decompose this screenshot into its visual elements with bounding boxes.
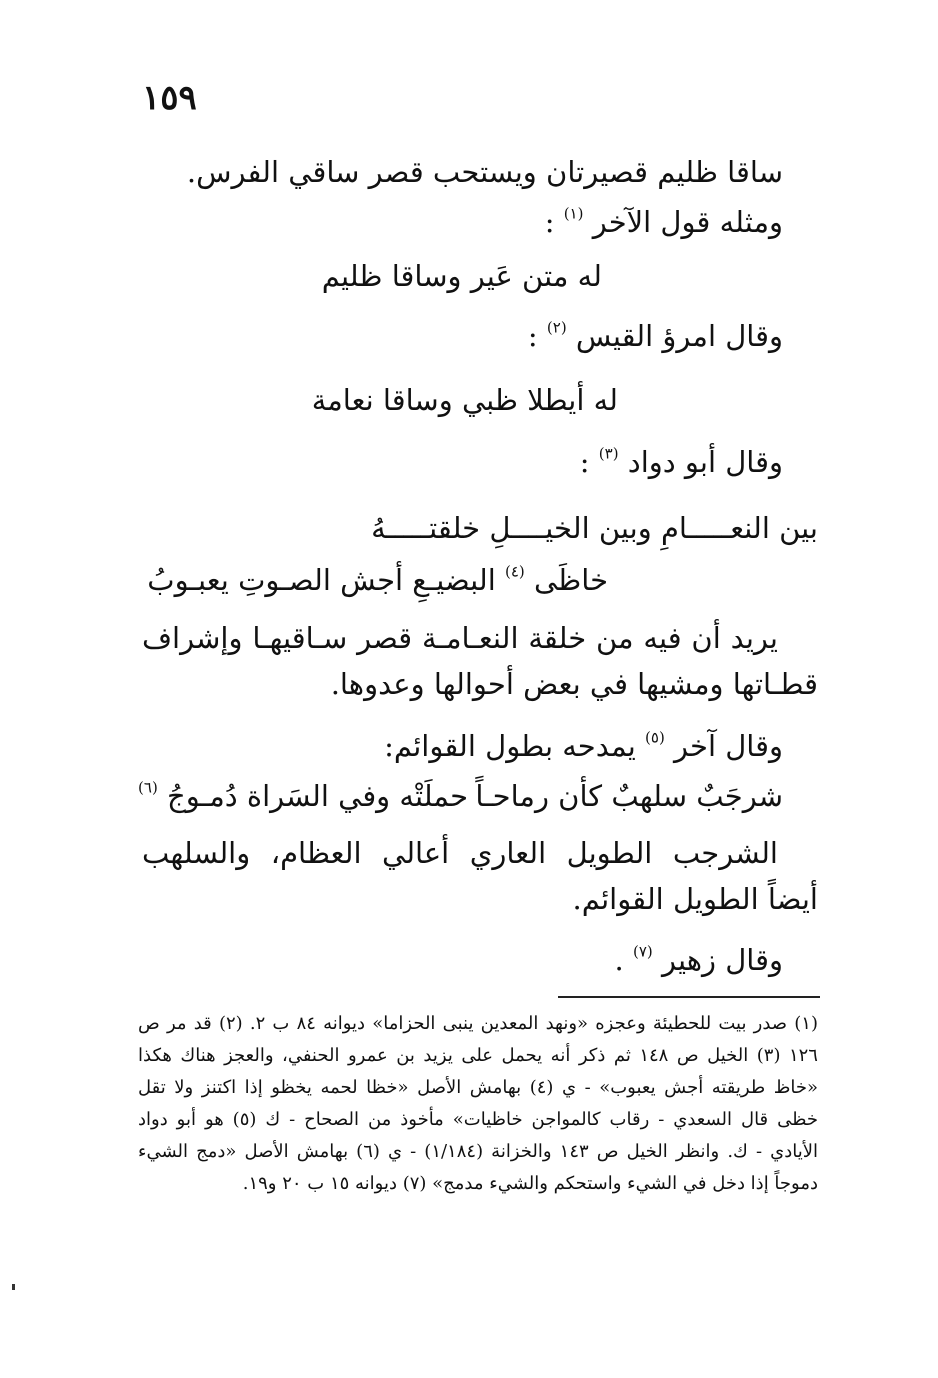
- text-line: [528, 316, 783, 356]
- verse-line: [322, 256, 602, 296]
- line-text: يمدحه بطول القوائم:: [384, 729, 636, 763]
- verse-hemistich-first: شرجَبٌ سلهبٌ كأن رماحـاً: [475, 779, 783, 813]
- line-text: وقال امرؤ القيس: [575, 319, 783, 353]
- footnote-ref: (٢): [546, 318, 567, 337]
- text-line: [580, 442, 783, 482]
- verse-text: البضيـعِ أجش الصـوتِ يعبـوبُ: [147, 563, 496, 597]
- verse-line: [475, 776, 783, 816]
- line-text: وقال أبو دواد: [627, 445, 783, 479]
- text-line: [545, 202, 783, 242]
- footnote-ref: (٣): [598, 444, 619, 463]
- scan-speck: [12, 1284, 15, 1290]
- page-number: ١٥٩: [142, 78, 197, 118]
- footnote-ref: (٥): [645, 728, 665, 747]
- footnotes: [138, 1008, 818, 1200]
- verse-line: [312, 380, 618, 420]
- line-punct: :: [527, 319, 538, 353]
- line-text: وقال آخر: [674, 729, 783, 763]
- footnote-ref: (٦): [138, 778, 158, 797]
- paragraph: [142, 830, 818, 922]
- verse-text: بين النعـــــامِ وبين الخيــــلِ خلقتـــــهُ: [371, 511, 818, 545]
- verse-text: له متن عَير وساقا ظليم: [321, 259, 602, 293]
- verse-line: [138, 776, 468, 816]
- line-text: ومثله قول الآخر: [592, 205, 783, 239]
- footnotes-text: (١) صدر بيت للحطيئة وعجزه «ونهد المعدين ينبى الحزاما» ديوانه ٨٤ ب ٢. (٢) قد مر ص ١٢٦ (٣) الخيل ص ١٤٨ ثم ذكر أنه يحمل على يزيد بن عمرو الحنفي، والعجز هناك هكذا «خاظ طريقته أجش يعبوب» - ي (٤) بهامش الأصل «خظا لحمه يخظو إذا اكتنز ولا تقل خظى قال السعدي - رقاب كالمواجن خاظيات» مأخوذ من الصحاح - ك (٥) هو أبو دواد الأيادي - ك. وانظر الخيل ص ١٤٣ والخزانة (١/١٨٤) - ي (٦) بهامش الأصل «دمج الشيء دموجاً إذا دخل في الشيء واستحكم والشيء مدمج» (٧) ديوانه ١٥ ب ٢٠ و١٩.: [138, 1013, 819, 1194]
- text-line: [615, 940, 783, 980]
- footnote-ref: (٧): [632, 942, 653, 961]
- paragraph-text: يريد أن فيه من خلقة النعـامـة قصر سـاقيهـا وإشراف قطـاتها ومشيها في بعض أحوالها وعدوها.: [142, 621, 818, 701]
- text-line: [187, 152, 783, 192]
- line-punct: .: [614, 943, 624, 977]
- verse-text: خاظَى: [533, 563, 608, 597]
- text-line: [384, 726, 783, 766]
- verse-line: [371, 508, 818, 548]
- line-punct: :: [579, 445, 590, 479]
- paragraph: [142, 615, 818, 707]
- footnote-ref: (٤): [504, 562, 525, 581]
- verse-line: [147, 560, 608, 600]
- footnote-separator: [558, 996, 820, 998]
- line-punct: :: [544, 205, 555, 239]
- line-text: ساقا ظليم قصيرتان ويستحب قصر ساقي الفرس.: [186, 155, 783, 189]
- footnote-ref: (١): [563, 204, 584, 223]
- verse-hemistich-second: حملَتْه وفي السَراة دُمـوجُ: [167, 779, 468, 813]
- paragraph-text: الشرجب الطويل العاري أعالي العظام، والسلهب أيضاً الطويل القوائم.: [142, 836, 818, 916]
- verse-text: له أيطلا ظبي وساقا نعامة: [311, 383, 618, 417]
- line-text: وقال زهير: [661, 943, 783, 977]
